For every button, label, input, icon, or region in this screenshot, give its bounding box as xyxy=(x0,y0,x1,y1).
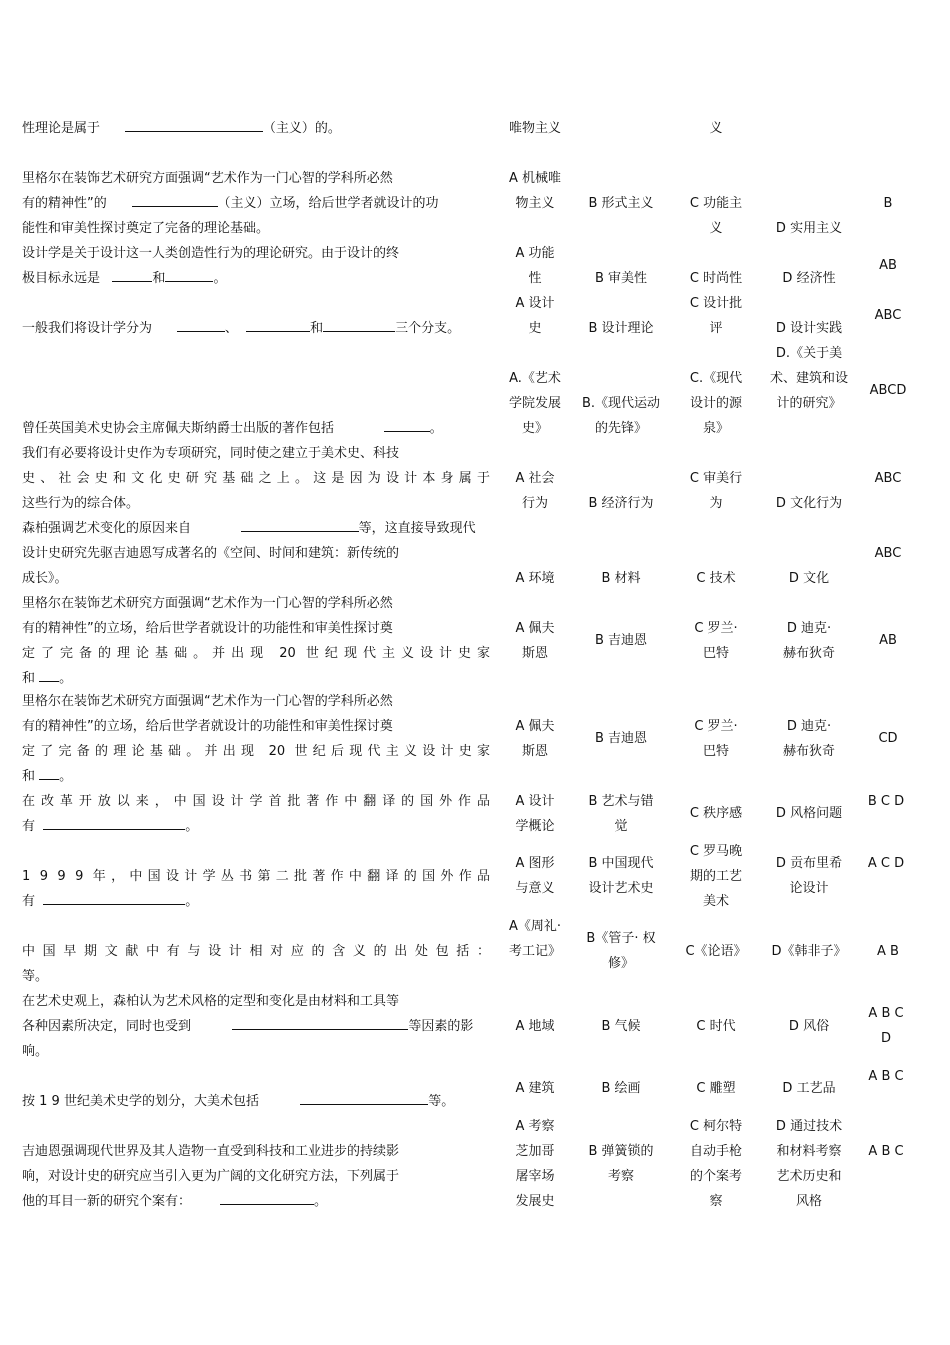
option-c: C 秩序感 xyxy=(689,806,743,821)
answer-key: ABC xyxy=(874,546,902,561)
option-c: C 设计批评 xyxy=(689,296,743,336)
option-c: C 雕塑 xyxy=(696,1081,736,1096)
answer-blank xyxy=(132,192,218,207)
option-a: A.《艺术学院发展史》 xyxy=(508,371,561,436)
option-b: B 中国现代设计艺术史 xyxy=(588,856,654,896)
option-d: D 设计实践 xyxy=(775,321,843,336)
option-d: D 文化行为 xyxy=(775,496,843,511)
answer-key: B xyxy=(883,196,893,211)
answer-blank xyxy=(300,1090,428,1105)
answer-key: ABC xyxy=(874,471,902,486)
answer-blank xyxy=(125,117,263,132)
answer-key: A B xyxy=(877,944,899,959)
option-a: A 考察芝加哥屠宰场发展史 xyxy=(515,1119,555,1209)
option-c: C 时代 xyxy=(696,1019,736,1034)
option-b: B 气候 xyxy=(601,1019,641,1034)
option-d: D 经济性 xyxy=(782,271,836,286)
option-b: B 材料 xyxy=(601,571,641,586)
answer-blank xyxy=(165,267,213,282)
option-a: A 佩夫斯恩 xyxy=(515,719,555,759)
answer-blank xyxy=(112,267,152,282)
option-b: B 吉迪恩 xyxy=(594,633,648,648)
answer-key: A B C xyxy=(868,1069,904,1084)
option-d: D.《关于美术、建筑和设计的研究》 xyxy=(770,346,849,411)
question-text: 我们有必要将设计史作为专项研究，同时使之建立于美术史、科技 史、社会史和文化史研究基础之上。这是因为设计本身属于 这些行为的综合体。 xyxy=(22,446,490,511)
option-d: D 迪克· 赫布狄奇 xyxy=(782,719,835,759)
option-d: D 风格问题 xyxy=(775,806,843,821)
option-a: A 社会行为 xyxy=(515,471,555,511)
option-d: D《韩非子》 xyxy=(771,944,847,959)
answer-blank xyxy=(220,1190,314,1205)
option-c: C 罗兰· 巴特 xyxy=(694,621,738,661)
question-text: 里格尔在装饰艺术研究方面强调“艺术作为一门心智的学科所必然 有的精神性”的立场，给后世学者就设计的功能性和审美性探讨奠 定了完备的理论基础。并出现 20 世纪后现代主义设计史家 和 。 xyxy=(22,694,490,784)
answer-key: B C D xyxy=(867,794,905,809)
option-c: C 柯尔特自动手枪的个案考察 xyxy=(689,1119,743,1209)
option-a: A 地域 xyxy=(515,1019,555,1034)
answer-key: A B C D xyxy=(868,1006,904,1046)
option-b: B 经济行为 xyxy=(588,496,654,511)
option-c: C.《现代设计的源泉》 xyxy=(689,371,743,436)
question-text: 性理论是属于 （主义）的。 xyxy=(22,116,490,141)
answer-blank xyxy=(384,417,430,432)
answer-key: A C D xyxy=(867,856,905,871)
option-a: A 功能性 xyxy=(515,246,555,286)
option-d: D 贡布里希论设计 xyxy=(775,856,843,896)
option-a: A 设计学概论 xyxy=(515,794,555,834)
answer-blank xyxy=(232,1015,408,1030)
option-b: B 设计理论 xyxy=(588,321,654,336)
option-d: D 通过技术和材料考察艺术历史和风格 xyxy=(775,1119,843,1209)
option-a: A 图形与意义 xyxy=(515,856,555,896)
option-d: D 风俗 xyxy=(788,1019,830,1034)
answer-blank xyxy=(43,815,185,830)
option-c: C 罗兰· 巴特 xyxy=(694,719,738,759)
option-a: 唯物主义 xyxy=(508,121,561,136)
answer-key: AB xyxy=(879,633,897,648)
answer-blank xyxy=(43,890,185,905)
question-text: 在艺术史观上，森柏认为艺术风格的定型和变化是由材料和工具等 各种因素所决定，同时也受到 等因素的影 响。 xyxy=(22,994,474,1059)
option-b: B 形式主义 xyxy=(588,196,654,211)
question-text: 设计学是关于设计这一人类创造性行为的理论研究。由于设计的终 极目标永远是 和 。 xyxy=(22,246,400,286)
answer-key: CD xyxy=(878,731,898,746)
answer-blank xyxy=(177,317,225,332)
option-c: C 审美行为 xyxy=(689,471,743,511)
answer-key: A B C xyxy=(868,1144,904,1159)
question-text: 森柏强调艺术变化的原因来自 等，这直接导致现代 设计史研究先驱吉迪恩写成著名的《空间、时间和建筑：新传统的 成长》。 xyxy=(22,516,490,591)
question-text: 里格尔在装饰艺术研究方面强调“艺术作为一门心智的学科所必然 有的精神性”的 （主义）立场，给后世学者就设计的功 能性和审美性探讨奠定了完备的理论基础。 xyxy=(22,171,439,236)
option-c: C 技术 xyxy=(696,571,736,586)
option-d: D 文化 xyxy=(788,571,830,586)
option-d: D 工艺品 xyxy=(782,1081,836,1096)
option-b: B 审美性 xyxy=(594,271,648,286)
option-a: A 建筑 xyxy=(515,1081,555,1096)
answer-blank xyxy=(39,765,59,780)
question-text: 按 1 9 世纪美术史学的划分，大美术包括 等。 xyxy=(22,1089,490,1114)
question-text: 1 9 9 9 年，中国设计学丛书第二批著作中翻译的国外作品 有 。 xyxy=(22,869,490,909)
option-b: B 弹簧锁的考察 xyxy=(588,1144,654,1184)
answer-key: ABCD xyxy=(869,383,907,398)
option-b: B 艺术与错觉 xyxy=(588,794,654,834)
question-text: 在改革开放以来，中国设计学首批著作中翻译的国外作品 有 。 xyxy=(22,794,490,834)
option-d: D 实用主义 xyxy=(775,221,843,236)
option-b: B 绘画 xyxy=(601,1081,641,1096)
option-b: B《管子· 权修》 xyxy=(586,931,656,971)
answer-key: AB xyxy=(879,258,897,273)
answer-key: ABC xyxy=(874,308,902,323)
option-c: C 罗马晚期的工艺美术 xyxy=(689,844,743,909)
option-a: A 环境 xyxy=(515,571,555,586)
question-text: 曾任英国美术史协会主席佩夫斯纳爵士出版的著作包括 。 xyxy=(22,416,490,441)
option-c: C《论语》 xyxy=(685,944,747,959)
question-text: 一般我们将设计学分为 、 和 三个分支。 xyxy=(22,316,490,341)
option-c: C 时尚性 xyxy=(689,271,743,286)
option-d: D 迪克· 赫布狄奇 xyxy=(782,621,835,661)
answer-blank xyxy=(39,667,59,682)
option-c: 义 xyxy=(709,121,723,136)
option-a: A《周礼· 考工记》 xyxy=(508,919,562,959)
question-text: 吉迪恩强调现代世界及其人造物一直受到科技和工业进步的持续影 响，对设计史的研究应当引入更为广阔的文化研究方法，下列属于 他的耳目一新的研究个案有： 。 xyxy=(22,1144,400,1209)
option-b: B 吉迪恩 xyxy=(594,731,648,746)
answer-blank xyxy=(246,317,310,332)
option-a: A 佩夫斯恩 xyxy=(515,621,555,661)
answer-blank xyxy=(241,517,359,532)
question-text: 里格尔在装饰艺术研究方面强调“艺术作为一门心智的学科所必然 有的精神性”的立场，给后世学者就设计的功能性和审美性探讨奠 定了完备的理论基础。并出现 20 世纪现代主义设计史家 和 。 xyxy=(22,596,490,686)
option-c: C 功能主义 xyxy=(689,196,743,236)
question-text: 中国早期文献中有与设计相对应的含义的出处包括： 等。 xyxy=(22,944,490,984)
option-a: A 设计史 xyxy=(515,296,555,336)
option-a: A 机械唯物主义 xyxy=(508,171,562,211)
answer-blank xyxy=(323,317,395,332)
option-b: B.《现代运动的先锋》 xyxy=(581,396,661,436)
